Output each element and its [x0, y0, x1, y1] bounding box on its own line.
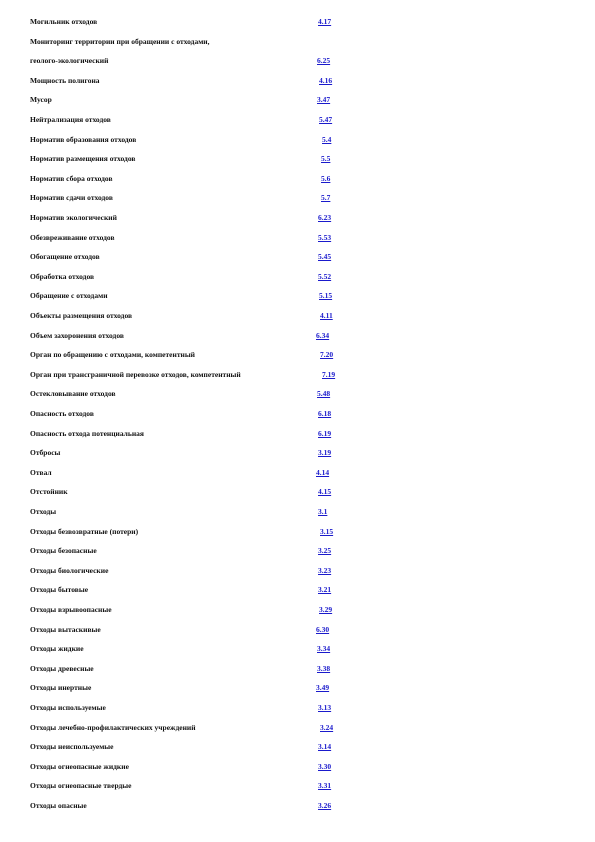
index-term: Орган при трансграничной перевозке отходов, компетентный	[30, 370, 241, 379]
index-reference-link[interactable]: 3.29	[319, 605, 333, 614]
index-reference-link[interactable]: 3.19	[318, 448, 332, 457]
index-term: Отходы огнеопасные жидкие	[30, 762, 129, 771]
index-term: Мощность полигона	[30, 76, 100, 85]
index-term: Обработка отходов	[30, 272, 95, 281]
index-reference-link[interactable]: 3.14	[318, 742, 332, 751]
index-reference-link[interactable]: 5.6	[321, 174, 331, 183]
index-term: Отстойник	[30, 487, 68, 496]
index-reference-link[interactable]: 3.1	[318, 507, 328, 516]
index-reference-link[interactable]: 6.34	[316, 331, 330, 340]
index-term: Нейтрализация отходов	[30, 115, 111, 124]
index-reference-link[interactable]: 5.45	[318, 252, 332, 261]
index-term: Отходы огнеопасные твердые	[30, 781, 132, 790]
index-reference-link[interactable]: 4.17	[318, 17, 332, 26]
index-term: Норматив экологический	[30, 213, 117, 222]
index-term: Орган по обращению с отходами, компетентный	[30, 350, 195, 359]
index-reference-link[interactable]: 3.26	[318, 801, 332, 810]
index-term: Норматив сдачи отходов	[30, 193, 113, 202]
index-term: Норматив образования отходов	[30, 135, 137, 144]
index-reference-link[interactable]: 7.20	[320, 350, 334, 359]
index-term: Отходы жидкие	[30, 644, 84, 653]
index-reference-link[interactable]: 4.11	[320, 311, 333, 320]
index-term: Опасность отходов	[30, 409, 94, 418]
index-term: Обращение с отходами	[30, 291, 108, 300]
index-reference-link[interactable]: 3.24	[320, 723, 334, 732]
index-reference-link[interactable]: 6.30	[316, 625, 330, 634]
index-term: Отходы взрывоопасные	[30, 605, 112, 614]
index-reference-link[interactable]: 6.19	[318, 429, 332, 438]
index-reference-link[interactable]: 6.25	[317, 56, 331, 65]
index-reference-link[interactable]: 5.4	[322, 135, 332, 144]
index-reference-link[interactable]: 6.18	[318, 409, 332, 418]
index-reference-link[interactable]: 3.13	[318, 703, 332, 712]
index-reference-link[interactable]: 3.21	[318, 585, 332, 594]
index-term: Остекловывание отходов	[30, 389, 116, 398]
index-term: Отходы древесные	[30, 664, 94, 673]
index-term: Обезвреживание отходов	[30, 233, 115, 242]
index-term: Отходы опасные	[30, 801, 87, 810]
index-reference-link[interactable]: 3.47	[317, 95, 331, 104]
index-term: Мониторинг территории при обращении с отходами,	[30, 37, 210, 46]
index-reference-link[interactable]: 3.49	[316, 683, 330, 692]
index-term: Отходы неиспользуемые	[30, 742, 114, 751]
index-reference-link[interactable]: 5.48	[317, 389, 331, 398]
index-reference-link[interactable]: 4.14	[316, 468, 330, 477]
index-reference-link[interactable]: 6.23	[318, 213, 332, 222]
index-term: геолого-экологический	[30, 56, 109, 65]
index-reference-link[interactable]: 4.15	[318, 487, 332, 496]
index-term: Отходы безопасные	[30, 546, 97, 555]
index-term: Отходы лечебно-профилактических учреждений	[30, 723, 196, 732]
index-term: Отходы вытаскивые	[30, 625, 101, 634]
index-reference-link[interactable]: 3.23	[318, 566, 332, 575]
index-term: Норматив размещения отходов	[30, 154, 136, 163]
index-reference-link[interactable]: 5.52	[318, 272, 332, 281]
index-reference-link[interactable]: 3.15	[320, 527, 334, 536]
index-term: Отходы	[30, 507, 57, 516]
index-term: Объекты размещения отходов	[30, 311, 133, 320]
index-term: Отвал	[30, 468, 52, 477]
index-reference-link[interactable]: 5.7	[321, 193, 331, 202]
index-term: Отходы бытовые	[30, 585, 89, 594]
index-reference-link[interactable]: 7.19	[322, 370, 336, 379]
index-reference-link[interactable]: 5.53	[318, 233, 332, 242]
index-term: Могильник отходов	[30, 17, 98, 26]
index-term: Отбросы	[30, 448, 61, 457]
index-term: Отходы используемые	[30, 703, 106, 712]
index-term: Мусор	[30, 95, 52, 104]
index-reference-link[interactable]: 5.15	[319, 291, 333, 300]
index-term: Норматив сбора отходов	[30, 174, 113, 183]
index-reference-link[interactable]: 3.38	[317, 664, 331, 673]
index-term: Отходы биологические	[30, 566, 109, 575]
index-reference-link[interactable]: 5.5	[321, 154, 331, 163]
index-reference-link[interactable]: 4.16	[319, 76, 333, 85]
index-reference-link[interactable]: 5.47	[319, 115, 333, 124]
index-term: Отходы безвозвратные (потери)	[30, 527, 139, 536]
index-term: Отходы инертные	[30, 683, 92, 692]
index-reference-link[interactable]: 3.34	[317, 644, 331, 653]
index-term: Опасность отхода потенциальная	[30, 429, 144, 438]
index-reference-link[interactable]: 3.25	[318, 546, 332, 555]
index-reference-link[interactable]: 3.30	[318, 762, 332, 771]
index-reference-link[interactable]: 3.31	[318, 781, 332, 790]
index-term: Объем захоронения отходов	[30, 331, 124, 340]
index-term: Обогащение отходов	[30, 252, 100, 261]
